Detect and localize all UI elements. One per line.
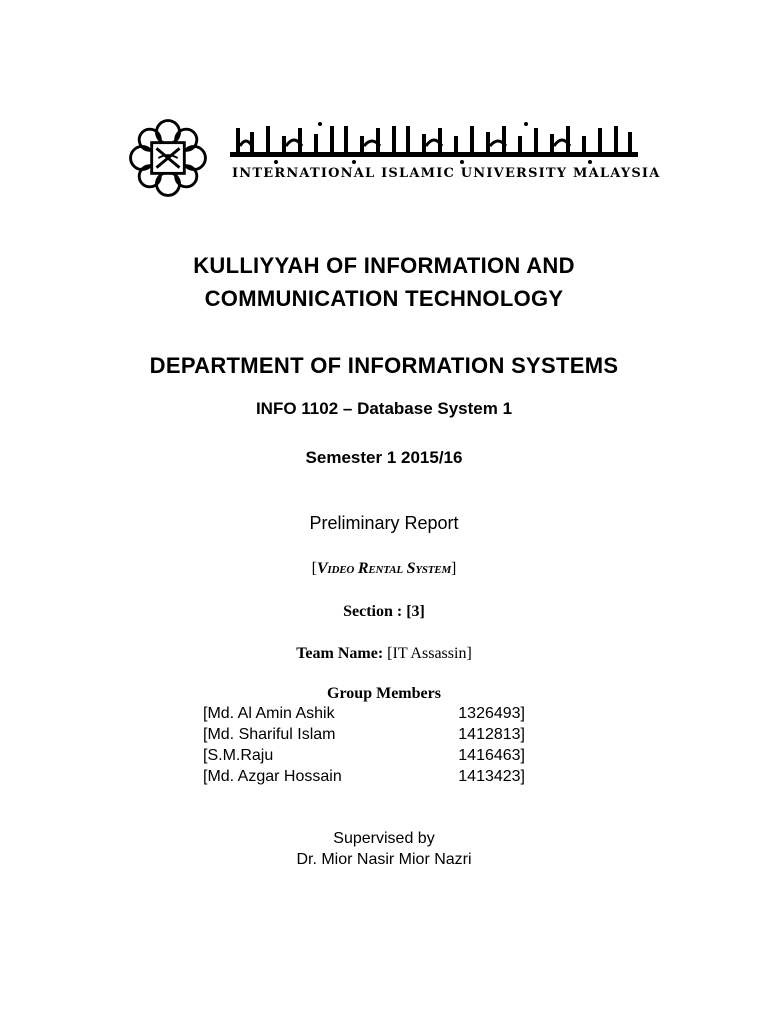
- course-title: INFO 1102 – Database System 1: [255, 399, 513, 418]
- university-name-text: INTERNATIONAL ISLAMIC UNIVERSITY MALAYSIA: [232, 166, 661, 181]
- team-name-label: Team Name:: [296, 645, 384, 662]
- department-title: DEPARTMENT OF INFORMATION SYSTEMS: [149, 353, 619, 378]
- member-row: [203, 705, 525, 725]
- member-name: [Md. Al Amin Ashik: [203, 705, 335, 722]
- member-id: 1326493]: [458, 705, 525, 722]
- kulliyyah-title-line1: KULLIYYAH OF INFORMATION AND: [193, 253, 575, 278]
- member-row: [203, 768, 525, 788]
- semester-text: Semester 1 2015/16: [305, 448, 463, 467]
- member-name: [Md. Azgar Hossain: [203, 768, 342, 785]
- project-title: Video Rental System: [316, 560, 452, 577]
- project-title-line: [0, 560, 768, 578]
- university-emblem-icon: [120, 110, 216, 206]
- report-type: Preliminary Report: [309, 513, 459, 533]
- project-close-bracket: ]: [451, 560, 457, 577]
- group-members-heading: Group Members: [327, 685, 441, 702]
- member-name: [S.M.Raju: [203, 747, 274, 764]
- team-name-value: [IT Assassin]: [383, 645, 472, 662]
- team-name-line: [0, 645, 768, 663]
- member-row: [203, 747, 525, 767]
- kulliyyah-title-line2: COMMUNICATION TECHNOLOGY: [204, 286, 564, 311]
- arabic-calligraphy-logo: [230, 122, 638, 166]
- supervisor-name: Dr. Mior Nasir Mior Nazri: [296, 851, 472, 868]
- member-id: 1416463]: [458, 747, 525, 764]
- member-name: [Md. Shariful Islam: [203, 726, 336, 743]
- project-open-bracket: [: [311, 560, 317, 577]
- member-id: 1412813]: [458, 726, 525, 743]
- section-text: Section : [3]: [343, 603, 425, 620]
- member-row: [203, 726, 525, 746]
- member-id: 1413423]: [458, 768, 525, 785]
- supervised-by-label: Supervised by: [333, 830, 435, 847]
